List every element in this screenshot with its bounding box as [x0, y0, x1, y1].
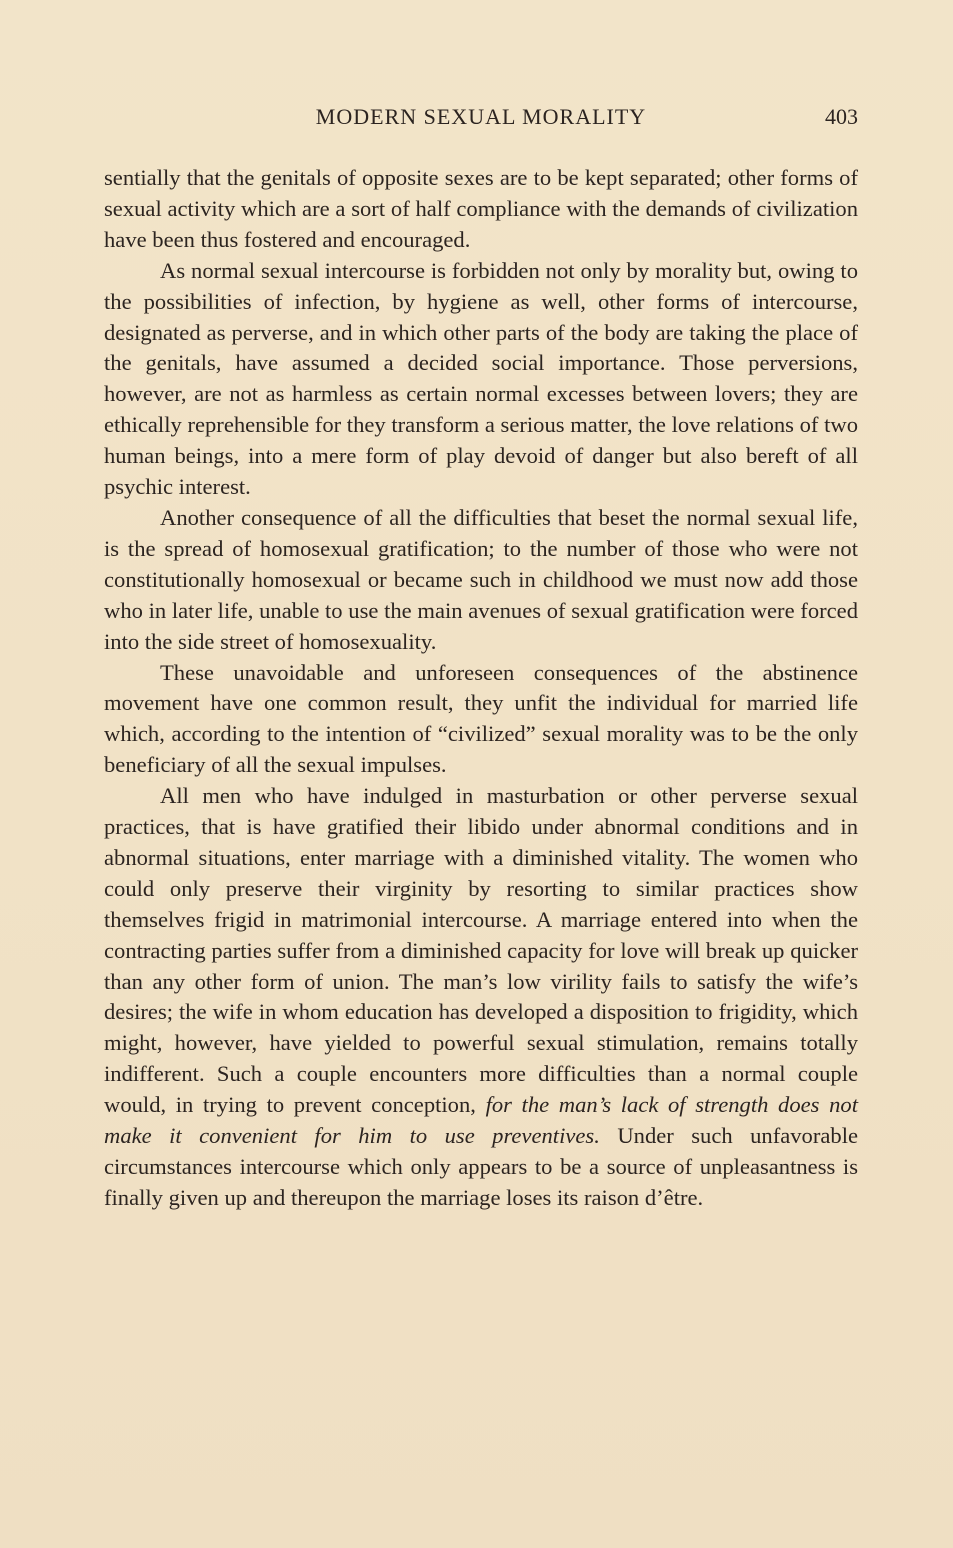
paragraph-text: All men who have indulged in masturbation or other perverse sexual practices, that is have gratified their libido under abnormal conditions and in abnormal situations, enter marriage with a diminished vitality. The women who could only preserve their virginity by resorting to similar practices show themselves frigid in matrimonial intercourse. A marriage entered into when the contracting parties suffer from a diminished capacity for love will break up quicker than any other form of union. The man’s low virility fails to satisfy the wife’s desires; the wife in whom education has developed a disposition to frigidity, which might, however, have yielded to powerful sexual stimulation, remains totally indifferent. Such a couple encounters more difficulties than a normal couple would, in trying to prevent conception,	[104, 783, 858, 1118]
running-head	[104, 100, 858, 136]
paragraph: Another consequence of all the difficulties that beset the normal sexual life, is the spread of homosexual gratification; to the number of those who were not constitutionally homosexual or became such in childhood we must now add those who in later life, unable to use the main avenues of sexual gratification were forced into the side street of homosexuality.	[104, 504, 858, 654]
paragraph	[104, 781, 858, 1214]
paragraph: These unavoidable and unforeseen consequences of the abstinence movement have one common result, they unfit the individual for married life which, according to the intention of “civilized” sexual morality was to be the only beneficiary of all the sexual impulses.	[104, 659, 858, 778]
paragraph: sentially that the genitals of opposite sexes are to be kept separated; other forms of sexual activity which are a sort of half compliance with the demands of civilization have been thus fostered and encouraged.	[104, 165, 858, 252]
italic-emphasis: for the man’s lack of strength does not make it convenient for him to use preventives.	[104, 1092, 858, 1149]
page-number: 403	[825, 104, 858, 129]
paragraph: As normal sexual intercourse is forbidden not only by morality but, owing to the possibilities of infection, by hygiene as well, other forms of intercourse, designated as perverse, and in which other parts of the body are taking the place of the genitals, have assumed a decided social importance. Those perversions, however, are not as harmless as certain normal excesses between lovers; they are ethically reprehensible for they transform a serious matter, the love relations of two human beings, into a mere form of play devoid of danger but also bereft of all psychic interest.	[104, 257, 858, 500]
chapter-title: MODERN SEXUAL MORALITY	[315, 104, 647, 129]
paragraph-text: Under such unfavorable circumstances intercourse which only appears to be a source of unpleasantness is finally given up and thereupon the marriage loses its raison d’être.	[104, 1123, 858, 1210]
body-text	[104, 163, 858, 1214]
